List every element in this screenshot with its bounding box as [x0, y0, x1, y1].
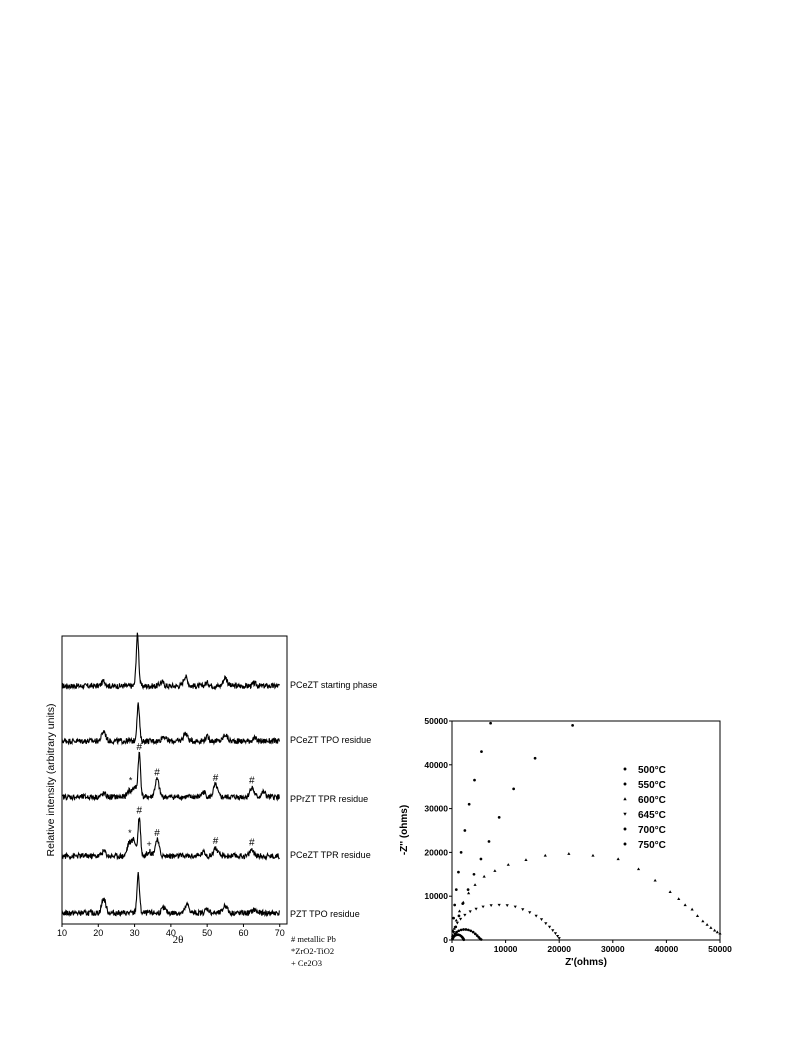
imp-x-tick-label: 30000: [600, 944, 625, 954]
xrd-x-tick-label: 10: [56, 928, 68, 938]
imp-point: [465, 928, 468, 931]
imp-point: [684, 903, 687, 906]
xrd-y-axis-label: Relative intensity (arbitrary units): [45, 703, 57, 857]
imp-point: [473, 883, 476, 886]
imp-point: [716, 931, 719, 934]
xrd-peak-marker: #: [249, 775, 255, 787]
imp-point: [462, 938, 465, 941]
imp-point: [507, 863, 510, 866]
xrd-x-tick-label: 20: [93, 928, 104, 938]
imp-point: [473, 779, 476, 782]
imp-point: [463, 914, 466, 917]
imp-point: [455, 919, 458, 922]
xrd-x-tick-label: 70: [274, 928, 285, 938]
imp-point: [567, 852, 570, 855]
imp-point: [457, 871, 460, 874]
imp-point: [624, 783, 627, 786]
imp-point: [571, 724, 574, 727]
xrd-peak-marker: #: [154, 767, 160, 779]
imp-x-tick-label: 10000: [493, 944, 518, 954]
imp-plot-frame: [452, 721, 720, 940]
imp-legend-label: 500°C: [638, 765, 666, 776]
imp-point: [480, 750, 483, 753]
imp-legend-label: 550°C: [638, 780, 666, 791]
imp-point: [696, 914, 699, 917]
imp-point: [713, 929, 716, 932]
imp-point: [669, 890, 672, 893]
xrd-x-tick-label: 50: [202, 928, 213, 938]
xrd-peak-marker: #: [212, 836, 219, 847]
imp-x-axis-label: Z'(ohms): [565, 957, 607, 968]
xrd-peak-marker: #: [212, 773, 219, 784]
imp-point: [548, 926, 551, 929]
imp-point: [469, 910, 472, 913]
xrd-trace: [62, 872, 280, 916]
imp-point: [637, 867, 640, 870]
imp-point: [654, 879, 657, 882]
imp-point: [488, 840, 491, 843]
imp-point: [468, 803, 471, 806]
imp-point: [467, 888, 470, 891]
imp-point: [469, 929, 472, 932]
xrd-x-tick-label: 30: [129, 928, 140, 938]
xrd-x-tick-label: 40: [165, 928, 176, 938]
xrd-peak-marker: #: [249, 837, 255, 849]
imp-point: [558, 937, 561, 940]
imp-point: [456, 922, 459, 925]
imp-point: [473, 873, 476, 876]
imp-point: [455, 888, 458, 891]
xrd-peak-marker: #: [136, 805, 143, 817]
imp-point: [472, 931, 475, 934]
imp-point: [458, 909, 461, 912]
imp-point: [498, 904, 501, 907]
imp-point: [459, 918, 462, 921]
xrd-peak-marker: #: [154, 828, 160, 839]
imp-point: [460, 851, 463, 854]
imp-point: [617, 857, 620, 860]
xrd-trace: [62, 702, 280, 743]
imp-point: [489, 722, 492, 725]
imp-point: [493, 869, 496, 872]
imp-point: [624, 828, 627, 831]
imp-point: [498, 816, 501, 819]
imp-legend-label: 600°C: [638, 795, 666, 806]
xrd-peak-marker: #: [136, 741, 143, 753]
xrd-chart: [45, 633, 377, 968]
note-ce2o3: + Ce2O3: [291, 958, 322, 968]
imp-points: [451, 722, 722, 941]
xrd-peak-marker: *: [128, 828, 132, 838]
imp-point: [701, 920, 704, 923]
imp-legend: [623, 765, 666, 851]
imp-point: [467, 929, 470, 932]
xrd-series-label: PCeZT starting phase: [290, 680, 378, 690]
imp-point: [524, 858, 527, 861]
imp-point: [480, 858, 483, 861]
imp-x-tick-label: 0: [449, 944, 455, 954]
imp-y-tick-label: 50000: [424, 716, 448, 726]
note-metallic-pb: # metallic Pb: [291, 934, 336, 944]
imp-point: [464, 829, 467, 832]
imp-point: [512, 788, 515, 791]
imp-y-tick-label: 10000: [424, 891, 448, 902]
imp-x-tick-label: 40000: [654, 944, 679, 954]
imp-point: [535, 915, 538, 918]
xrd-series-labels: [290, 680, 377, 919]
imp-point: [624, 843, 627, 846]
imp-point: [528, 911, 531, 914]
imp-point: [554, 932, 557, 935]
imp-point: [591, 854, 594, 857]
xrd-series-label: PCeZT TPO residue: [290, 735, 372, 745]
imp-x-tick-label: 20000: [547, 944, 572, 954]
imp-point: [483, 875, 486, 878]
xrd-series-label: PZT TPO residue: [290, 909, 360, 919]
imp-point: [453, 904, 456, 907]
imp-point: [540, 918, 543, 921]
imp-point: [452, 917, 455, 920]
xrd-x-ticks: [57, 924, 285, 938]
xrd-peak-marker: *: [128, 775, 133, 786]
imp-point: [706, 923, 709, 926]
imp-point: [677, 897, 680, 900]
imp-point: [460, 929, 463, 932]
imp-point: [467, 892, 470, 895]
imp-point: [457, 929, 460, 932]
imp-point: [624, 768, 627, 771]
imp-point: [623, 797, 626, 800]
imp-point: [521, 908, 524, 911]
xrd-trace: [62, 818, 280, 859]
imp-legend-label: 700°C: [638, 825, 666, 836]
xrd-series-label: PPrZT TPR residue: [290, 794, 369, 804]
xrd-traces: [62, 633, 280, 916]
note-zro2-tio2: *ZrO2-TiO2: [291, 946, 335, 956]
imp-point: [534, 757, 537, 760]
imp-y-axis-label: -Z'' (ohms): [399, 804, 410, 856]
imp-point: [514, 906, 517, 909]
imp-y-tick-label: 20000: [424, 847, 448, 858]
imp-point: [623, 813, 626, 816]
imp-point: [481, 906, 484, 909]
imp-axis-ticks: [424, 716, 732, 954]
imp-point: [506, 904, 509, 907]
imp-point: [544, 854, 547, 857]
imp-point: [475, 908, 478, 911]
imp-point: [551, 929, 554, 932]
imp-point: [709, 926, 712, 929]
imp-point: [458, 915, 461, 918]
xrd-series-label: PCeZT TPR residue: [290, 850, 371, 860]
impedance-chart: [399, 716, 732, 968]
xrd-x-tick-label: 60: [238, 928, 249, 938]
imp-point: [490, 904, 493, 907]
imp-y-tick-label: 40000: [424, 759, 448, 770]
imp-point: [691, 908, 694, 911]
imp-y-tick-label: 0: [443, 935, 448, 945]
imp-legend-label: 645°C: [638, 810, 666, 821]
xrd-trace: [62, 752, 280, 799]
xrd-phase-notes: [291, 934, 336, 968]
xrd-trace: [62, 633, 280, 689]
imp-point: [462, 928, 465, 931]
xrd-peak-marker: +: [146, 839, 152, 850]
imp-point: [462, 901, 465, 904]
xrd-x-axis-label: 2θ: [172, 934, 184, 946]
imp-point: [544, 922, 547, 925]
imp-x-tick-label: 50000: [708, 944, 732, 954]
imp-y-tick-label: 30000: [424, 803, 448, 814]
imp-legend-label: 750°C: [638, 840, 666, 851]
imp-point: [480, 938, 483, 941]
